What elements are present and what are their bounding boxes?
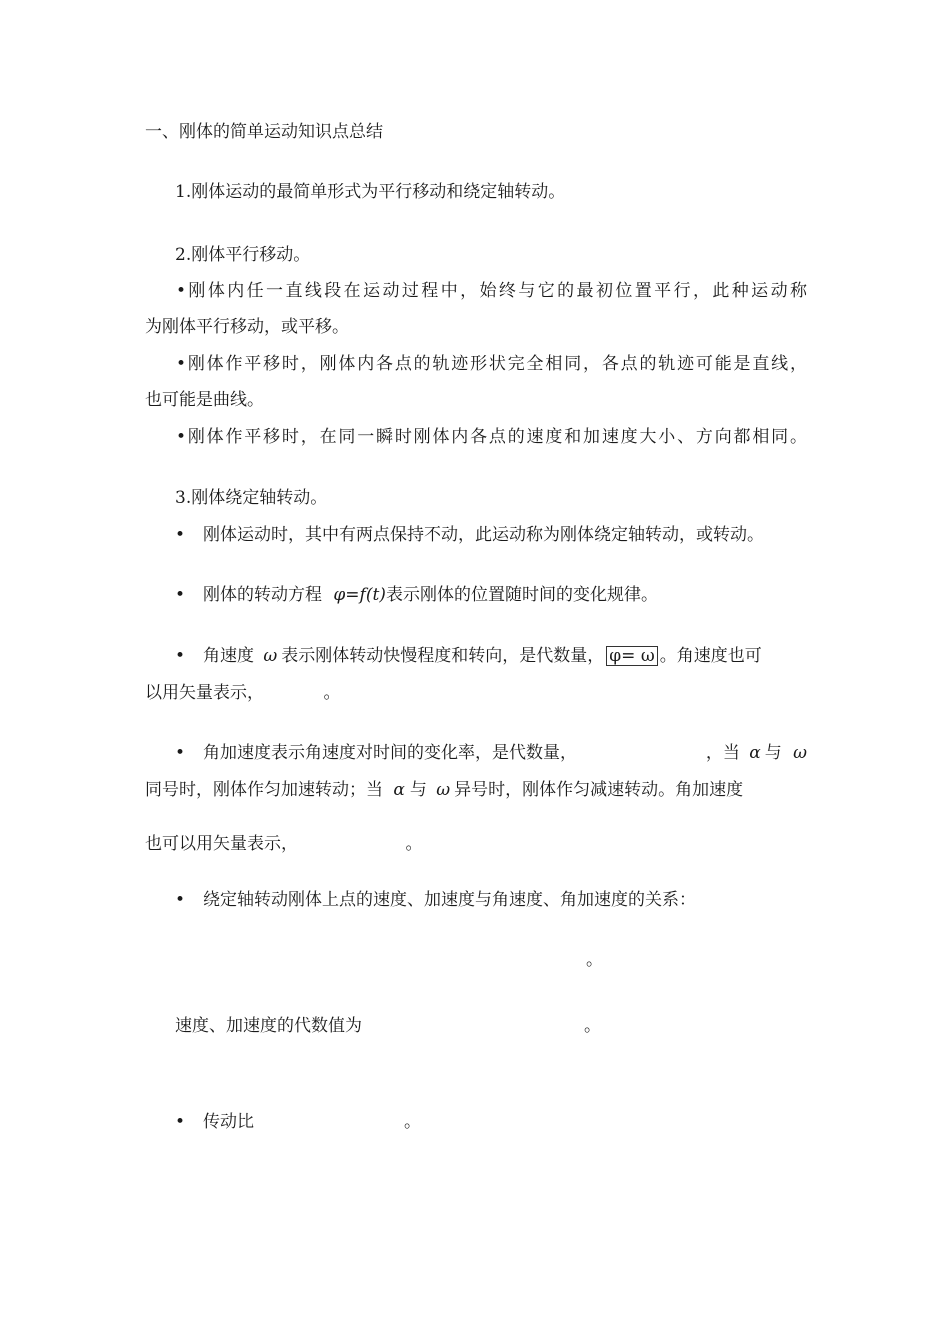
omega-symbol: ω bbox=[793, 743, 807, 763]
bullet-mark: • bbox=[175, 1112, 186, 1132]
bullet-mark: • bbox=[175, 646, 186, 666]
paragraph-3-bullet-5-end: 。 bbox=[586, 950, 603, 970]
bullet-mark: • bbox=[175, 585, 186, 605]
paragraph-3-title: 3.刚体绕定轴转动。 bbox=[175, 488, 328, 508]
bullet-mark: • bbox=[175, 525, 186, 545]
paragraph-2-bullet-3: •刚体作平移时，在同一瞬时刚体内各点的速度和加速度大小、方向都相同。 bbox=[176, 427, 807, 447]
paragraph-3-bullet-4-line-1: • 角加速度表示角速度对时间的变化率，是代数量， ，当 α 与 ω bbox=[175, 743, 807, 763]
paragraph-2-bullet-1-line-2: 为刚体平行移动，或平移。 bbox=[145, 317, 349, 337]
alpha-symbol: α bbox=[749, 743, 761, 763]
section-heading: 一、刚体的简单运动知识点总结 bbox=[145, 122, 383, 142]
paragraph-2-bullet-1-line-1: •刚体内任一直线段在运动过程中，始终与它的最初位置平行，此种运动称 bbox=[176, 281, 807, 301]
omega-symbol: ω bbox=[436, 780, 451, 800]
paragraph-3-bullet-3-line-1: • 角速度 ω 表示刚体转动快慢程度和转向，是代数量， φ= ω 。角速度也可 bbox=[175, 646, 762, 666]
omega-symbol: ω bbox=[263, 646, 278, 666]
paragraph-3-bullet-2: • 刚体的转动方程 φ=f(t)表示刚体的位置随时间的变化规律。 bbox=[175, 585, 658, 605]
paragraph-3-bullet-3-line-2: 以用矢量表示， 。 bbox=[145, 683, 341, 703]
bullet-mark: • bbox=[175, 890, 186, 910]
paragraph-2-title: 2.刚体平行移动。 bbox=[175, 245, 311, 265]
paragraph-3-bullet-4-line-2: 同号时，刚体作匀加速转动；当 α 与 ω 异号时，刚体作匀减速转动。角加速度 bbox=[145, 780, 744, 800]
rotation-equation: φ=f(t) bbox=[333, 585, 386, 605]
paragraph-1: 1.刚体运动的最简单形式为平行移动和绕定轴转动。 bbox=[175, 182, 566, 202]
paragraph-2-bullet-2-line-2: 也可能是曲线。 bbox=[145, 390, 264, 410]
paragraph-3-bullet-1: • 刚体运动时，其中有两点保持不动，此运动称为刚体绕定轴转动，或转动。 bbox=[175, 525, 764, 545]
alpha-symbol: α bbox=[393, 780, 405, 800]
paragraph-3-bullet-5: • 绕定轴转动刚体上点的速度、加速度与角速度、角加速度的关系： bbox=[175, 890, 696, 910]
bullet-mark: • bbox=[175, 743, 186, 763]
paragraph-2-bullet-2-line-1: •刚体作平移时，刚体内各点的轨迹形状完全相同，各点的轨迹可能是直线， bbox=[176, 354, 807, 374]
angular-velocity-formula: φ= ω bbox=[606, 646, 657, 666]
paragraph-3-bullet-4-line-3: 也可以用矢量表示， 。 bbox=[145, 834, 423, 854]
paragraph-5: • 传动比 。 bbox=[175, 1112, 421, 1132]
paragraph-4: 速度、加速度的代数值为 。 bbox=[175, 1016, 601, 1036]
